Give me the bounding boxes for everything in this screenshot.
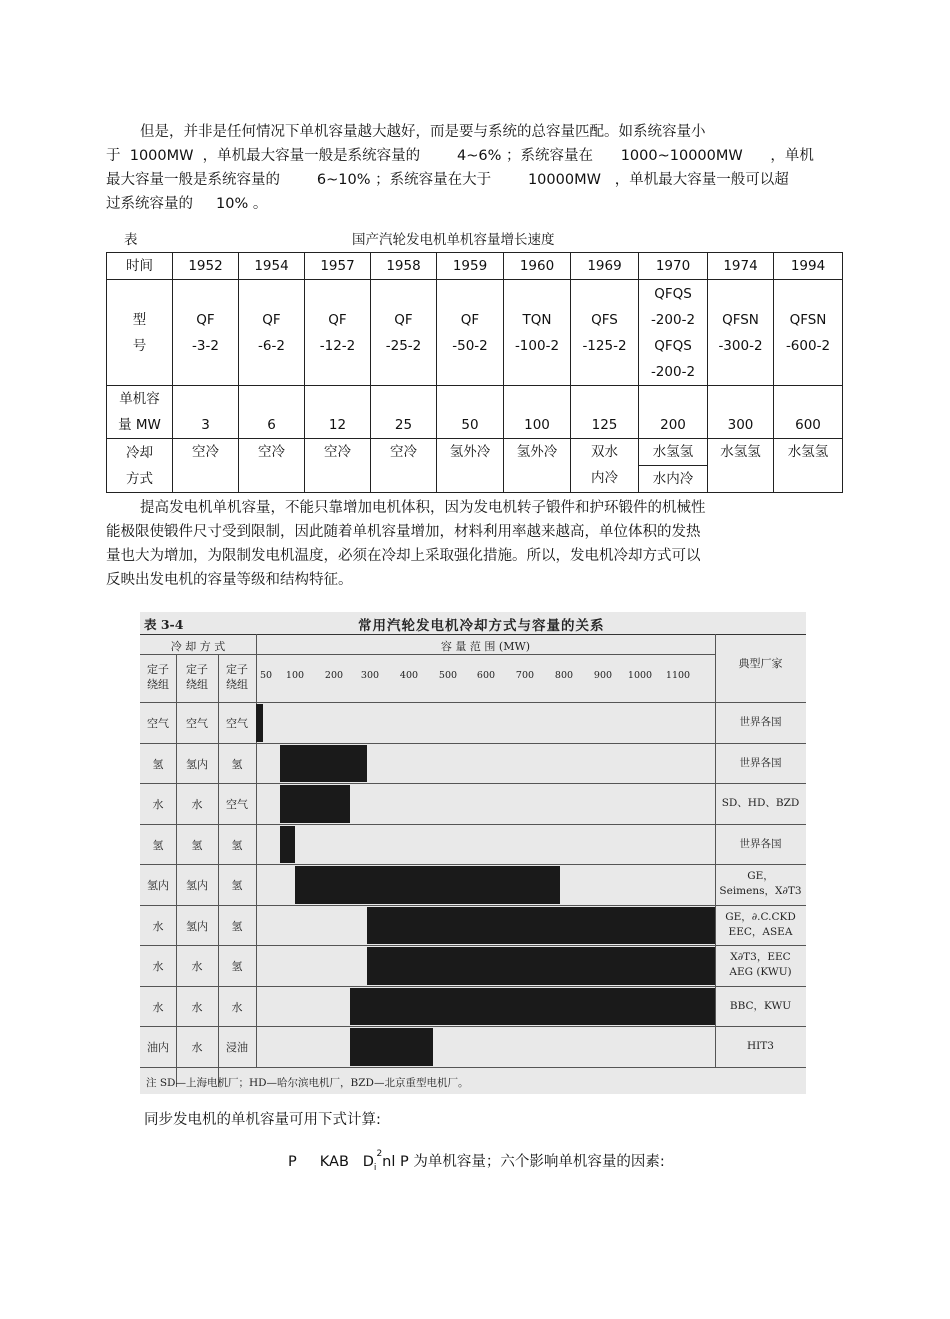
formula-p: P <box>288 1154 297 1170</box>
model-part: -25-2 <box>385 337 422 354</box>
text-line: 量也大为增加，为限制发电机温度，必须在冷却上采取强化措施。所以，发电机冷却方式可以 <box>106 548 701 564</box>
label-part: 单机容 <box>119 391 160 407</box>
cooling-cell: 氢 <box>231 838 243 852</box>
grid-line <box>140 945 806 946</box>
model-part: -50-2 <box>452 337 488 354</box>
model-part: QF <box>394 311 413 328</box>
stator-header: 定子 绕组 <box>186 663 208 691</box>
cooling-cell: 水 <box>191 960 203 973</box>
model-cell <box>504 280 571 386</box>
cooling-cell: 氢外冷 <box>437 439 504 493</box>
model-part: QFQS <box>654 337 692 354</box>
model-cell <box>371 280 437 386</box>
cooling-cell: 氢 <box>231 757 243 771</box>
table-row-cooling <box>107 439 843 466</box>
table-caption-label: 表 <box>124 232 138 248</box>
cooling-cell: 空气 <box>147 717 169 730</box>
label-part: 方式 <box>126 470 153 487</box>
grid-line <box>140 654 715 655</box>
scan-table-number: 表 3-4 <box>144 617 184 632</box>
model-cell <box>774 280 843 386</box>
table-row-time <box>107 253 843 280</box>
capacity-cell: 300 <box>708 386 774 439</box>
row-label <box>107 439 173 493</box>
cooling-cell: 空冷 <box>371 439 437 493</box>
scan-title-bar <box>140 612 806 635</box>
capacity-formula <box>288 1150 665 1173</box>
model-cell <box>639 280 708 386</box>
year-cell: 1959 <box>437 253 504 280</box>
typical-maker: X∂T3，EEC AEG (KWU) <box>729 951 792 978</box>
model-part: QFS <box>591 311 618 328</box>
model-part: QFSN <box>722 311 759 328</box>
capacity-range-bar <box>350 1028 433 1066</box>
stator-header: 定子 绕组 <box>226 663 248 691</box>
cooling-cell: 空气 <box>186 717 208 730</box>
year-cell: 1952 <box>173 253 239 280</box>
capacity-range-bar <box>280 785 350 823</box>
model-part: QF <box>262 311 281 328</box>
capacity-cell: 6 <box>239 386 305 439</box>
model-part: QF <box>328 311 347 328</box>
cooling-cell: 氢内 <box>186 757 208 771</box>
capacity-range-bar <box>350 988 715 1026</box>
year-cell: 1957 <box>305 253 371 280</box>
cooling-cell: 浸油 <box>226 1041 248 1054</box>
model-part: -300-2 <box>718 337 763 354</box>
capacity-cell: 200 <box>639 386 708 439</box>
cooling-cell: 水 <box>191 1000 203 1014</box>
tick-label: 200 <box>324 670 344 681</box>
model-part: QF <box>460 311 480 328</box>
cooling-cell: 水 <box>191 798 203 811</box>
tick-label: 700 <box>515 670 535 681</box>
cooling-cell: 水 <box>231 1000 243 1014</box>
year-cell: 1974 <box>708 253 774 280</box>
model-cell <box>571 280 639 386</box>
cooling-cell: 氢 <box>231 919 243 933</box>
text-line: 于 1000MW ，单机最大容量一般是系统容量的 4~6% ；系统容量在 1000~10000MW ，单机 <box>106 148 814 164</box>
cooling-cell: 氢 <box>152 838 164 852</box>
tick-label: 1100 <box>665 670 691 681</box>
capacity-range-bar <box>280 745 367 783</box>
formula-kab: KAB <box>319 1154 349 1170</box>
cooling-cell: 氢 <box>191 838 203 852</box>
cooling-cell: 水 <box>152 919 164 933</box>
formula-d: D <box>362 1154 374 1170</box>
model-part: -125-2 <box>582 337 627 354</box>
model-part: -600-2 <box>785 337 831 354</box>
cooling-cell: 水氢氢 <box>774 439 843 493</box>
scanned-table-3-4 <box>140 612 806 1094</box>
capacity-range-bar <box>256 704 263 742</box>
paragraph-cooling-reason <box>106 496 846 592</box>
cooling-cell: 氢 <box>231 879 243 892</box>
formula-rest: nl P 为单机容量；六个影响单机容量的因素: <box>382 1154 665 1170</box>
model-cell <box>173 280 239 386</box>
cooling-cell: 空冷 <box>239 439 305 493</box>
text-line: 反映出发电机的容量等级和结构特征。 <box>106 572 353 588</box>
cooling-header: 冷 却 方 式 <box>170 640 226 653</box>
tick-label: 800 <box>554 670 574 681</box>
grid-line <box>140 986 806 987</box>
cooling-cell: 水 <box>191 1041 203 1054</box>
cooling-cell: 空冷 <box>305 439 371 493</box>
grid-line <box>140 864 806 865</box>
typical-maker: GE， Seimens，X∂T3 <box>719 870 802 897</box>
range-header: 容 量 范 围 (MW) <box>440 640 531 653</box>
row-label: 时间 <box>107 253 173 280</box>
typical-maker: 世界各国 <box>739 756 782 769</box>
capacity-cell: 125 <box>571 386 639 439</box>
stator-header: 定子 绕组 <box>147 663 169 691</box>
cooling-cell: 油内 <box>147 1041 169 1054</box>
label-part: 量 MW <box>118 417 161 433</box>
capacity-range-bar <box>367 947 715 985</box>
grid-line <box>140 783 806 784</box>
capacity-cell: 25 <box>371 386 437 439</box>
grid-line <box>140 1026 806 1027</box>
scan-table-title: 常用汽轮发电机冷却方式与容量的关系 <box>358 618 605 634</box>
tick-label: 300 <box>360 670 380 681</box>
formula-intro: 同步发电机的单机容量可用下式计算: <box>144 1112 381 1128</box>
year-cell: 1958 <box>371 253 437 280</box>
text-line: 能极限使锻件尺寸受到限制，因此随着单机容量增加，材料利用率越来越高，单位体积的发热 <box>106 524 701 540</box>
typical-maker: GE，∂.C.CKD EEC，ASEA <box>725 910 796 938</box>
text-line: 过系统容量的 10% 。 <box>106 196 268 212</box>
year-cell: 1970 <box>639 253 708 280</box>
year-cell: 1960 <box>504 253 571 280</box>
formula-sub: i <box>373 1162 377 1173</box>
tick-label: 600 <box>476 670 496 681</box>
capacity-cell: 600 <box>774 386 843 439</box>
model-part: -6-2 <box>258 337 285 354</box>
model-cell <box>305 280 371 386</box>
model-part: -100-2 <box>514 337 560 354</box>
table-row-model <box>107 280 843 386</box>
grid-line <box>140 1067 806 1068</box>
model-part: TQN <box>522 311 552 328</box>
text-line: 最大容量一般是系统容量的 6~10% ；系统容量在大于 10000MW ，单机最大容量一般可以超 <box>106 172 789 188</box>
typical-maker: 世界各国 <box>739 716 782 728</box>
model-cell <box>708 280 774 386</box>
tick-label: 500 <box>438 670 458 681</box>
model-part: -200-2 <box>650 311 696 328</box>
grid-line <box>140 824 806 825</box>
row-label <box>107 386 173 439</box>
tick-label: 400 <box>399 670 419 681</box>
typical-maker: SD、HD、BZD <box>721 797 800 809</box>
model-part: QFSN <box>789 311 827 328</box>
text-line: 但是，并非是任何情况下单机容量越大越好，而是要与系统的总容量匹配。如系统容量小 <box>140 124 706 140</box>
cooling-cell: 水内冷 <box>639 466 708 493</box>
cooling-cell: 氢 <box>231 960 243 973</box>
capacity-range-bar <box>367 907 715 945</box>
table-row-capacity <box>107 386 843 439</box>
year-cell: 1994 <box>774 253 843 280</box>
tick-label: 1000 <box>627 670 653 681</box>
label-part: 冷却 <box>126 444 153 461</box>
typical-maker: 世界各国 <box>739 837 782 850</box>
row-label <box>107 280 173 386</box>
grid-line <box>256 634 257 1067</box>
scan-note: 注 SD—上海电机厂；HD—哈尔滨电机厂，BZD—北京重型电机厂。 <box>146 1076 469 1089</box>
cooling-cell: 水 <box>152 1000 164 1014</box>
model-cell <box>239 280 305 386</box>
tick-label: 50 <box>259 670 273 681</box>
model-part: -12-2 <box>319 337 356 354</box>
table-caption-title: 国产汽轮发电机单机容量增长速度 <box>352 232 555 248</box>
model-part: -200-2 <box>650 363 696 380</box>
cooling-cell: 水氢氢 <box>639 439 708 466</box>
model-cell <box>437 280 504 386</box>
cooling-cell: 空气 <box>226 717 248 730</box>
grid-line <box>140 905 806 906</box>
cooling-cell: 水 <box>152 960 164 973</box>
capacity-range-bar <box>280 826 295 864</box>
cooling-cell: 氢内 <box>186 919 208 933</box>
capacity-cell: 50 <box>437 386 504 439</box>
cooling-cell: 氢内 <box>186 879 208 892</box>
cooling-cell: 空气 <box>226 798 248 811</box>
model-part: -3-2 <box>192 337 219 354</box>
tick-label: 100 <box>285 670 305 681</box>
paragraph-capacity-match <box>106 120 846 216</box>
cooling-cell: 空冷 <box>173 439 239 493</box>
text-line: 提高发电机单机容量，不能只靠增加电机体积，因为发电机转子锻件和护环锻件的机械性 <box>140 500 706 516</box>
cooling-cell: 氢外冷 <box>504 439 571 493</box>
capacity-growth-table <box>106 252 843 493</box>
label-part: 号 <box>132 337 147 354</box>
cooling-cell: 水氢氢 <box>708 439 774 493</box>
formula-sup: 2 <box>376 1149 383 1160</box>
capacity-range-bar <box>295 866 560 904</box>
label-part: 型 <box>132 311 147 328</box>
model-part: QFQS <box>654 285 692 302</box>
grid-line <box>140 743 806 744</box>
capacity-cell: 100 <box>504 386 571 439</box>
cooling-cell: 水 <box>152 798 164 811</box>
model-part: QF <box>196 311 215 328</box>
typical-maker: BBC，KWU <box>729 999 792 1012</box>
capacity-cell: 12 <box>305 386 371 439</box>
year-cell: 1969 <box>571 253 639 280</box>
year-cell: 1954 <box>239 253 305 280</box>
capacity-cell: 3 <box>173 386 239 439</box>
cooling-cell: 氢 <box>152 757 164 771</box>
typical-maker-header: 典型厂家 <box>738 657 783 670</box>
cooling-cell: 双水 内冷 <box>571 439 639 493</box>
grid-line <box>140 702 806 703</box>
tick-label: 900 <box>593 670 613 681</box>
cooling-cell: 氢内 <box>147 879 169 892</box>
typical-maker: HIT3 <box>747 1040 774 1052</box>
